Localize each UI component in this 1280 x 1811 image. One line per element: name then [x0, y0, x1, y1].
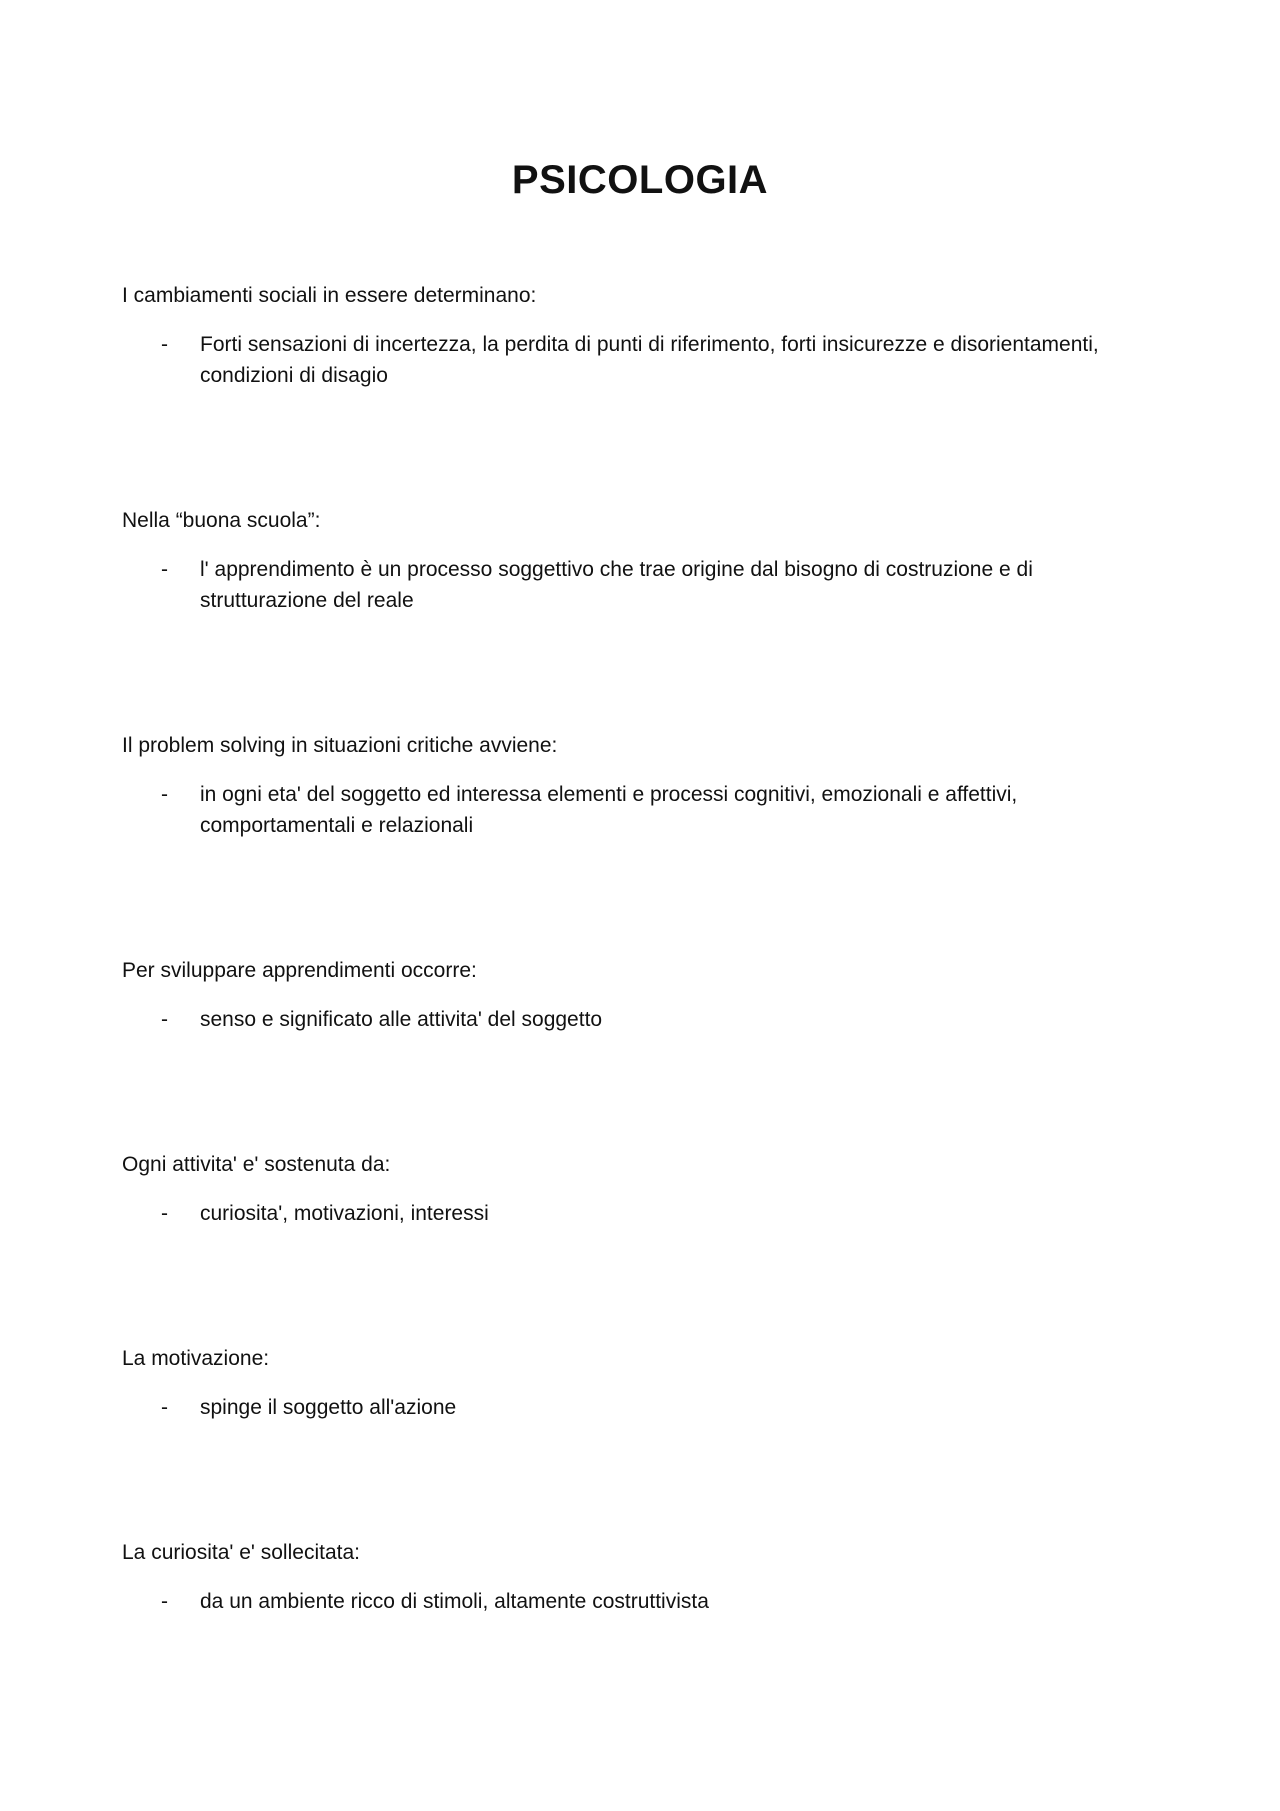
section-heading: La motivazione:	[122, 1347, 270, 1370]
list-item	[122, 554, 1162, 616]
list-item	[122, 779, 1162, 841]
bullet-dash: -	[161, 1202, 168, 1225]
section-heading: La curiosita' e' sollecitata:	[122, 1541, 360, 1564]
bullet-dash: -	[161, 1590, 168, 1613]
section-buona-scuola	[122, 505, 1162, 616]
list-item-text: in ogni eta' del soggetto ed interessa elementi e processi cognitivi, emozionali e affettivi, comportamentali e relazionali	[200, 783, 1018, 837]
list-item-text: da un ambiente ricco di stimoli, altamente costruttivista	[200, 1590, 709, 1613]
section-social-changes	[122, 280, 1162, 391]
list-item-text: curiosita', motivazioni, interessi	[200, 1202, 489, 1225]
page-title: PSICOLOGIA	[511, 158, 769, 202]
list-item-text: spinge il soggetto all'azione	[200, 1396, 457, 1419]
section-heading: Per sviluppare apprendimenti occorre:	[122, 959, 477, 982]
section-curiosita	[122, 1537, 1162, 1617]
list-item-text: Forti sensazioni di incertezza, la perdita di punti di riferimento, forti insicurezze e disorientamenti, condizioni di disagio	[200, 333, 1099, 387]
section-heading: Ogni attivita' e' sostenuta da:	[122, 1153, 391, 1176]
bullet-dash: -	[161, 333, 168, 356]
section-attivita	[122, 1149, 1162, 1229]
list-item-text: l' apprendimento è un processo soggettivo che trae origine dal bisogno di costruzione e di strutturazione del reale	[200, 558, 1033, 612]
list-item	[122, 1586, 1162, 1617]
list-item-text: senso e significato alle attivita' del soggetto	[200, 1008, 603, 1031]
section-motivazione	[122, 1343, 1162, 1423]
list-item	[122, 1198, 1162, 1229]
bullet-dash: -	[161, 1008, 168, 1031]
section-heading: Nella “buona scuola”:	[122, 509, 321, 532]
list-item	[122, 329, 1162, 391]
list-item	[122, 1392, 1162, 1423]
section-heading: I cambiamenti sociali in essere determinano:	[122, 284, 537, 307]
bullet-dash: -	[161, 783, 168, 806]
list-item	[122, 1004, 1162, 1035]
section-problem-solving	[122, 730, 1162, 841]
section-heading: Il problem solving in situazioni critiche avviene:	[122, 734, 558, 757]
bullet-dash: -	[161, 558, 168, 581]
section-apprendimenti	[122, 955, 1162, 1035]
bullet-dash: -	[161, 1396, 168, 1419]
